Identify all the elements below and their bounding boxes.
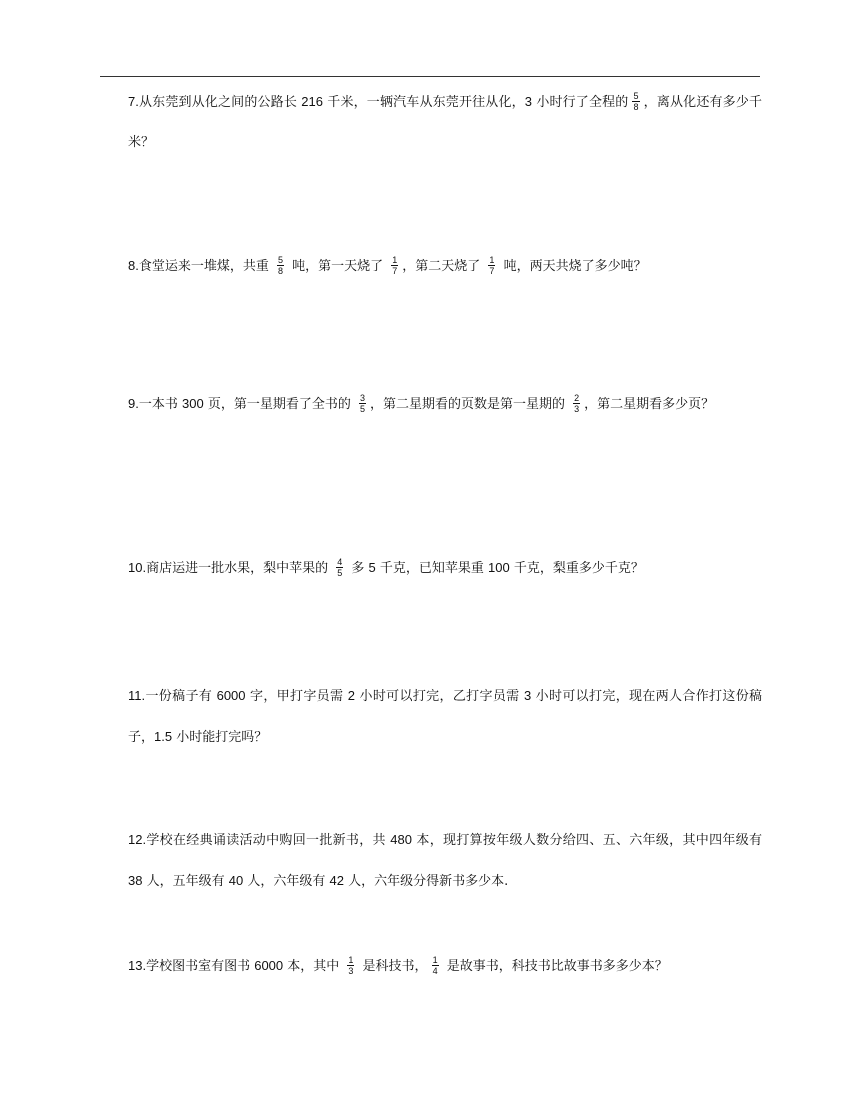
question-text: 多: [347, 561, 369, 576]
number-value: 3: [523, 688, 532, 703]
question-text: 一本书: [138, 397, 182, 412]
fraction: [488, 255, 495, 276]
question-text: 字，甲打字员需: [245, 689, 348, 704]
question-text: 小时可以打完，现在两人合作打这份稿子，: [128, 689, 763, 745]
fraction-denominator: 8: [633, 101, 639, 112]
question-text: 小时能打完吗？: [172, 730, 268, 745]
number-value: 5: [368, 560, 376, 575]
question-text: 学校在经典诵读活动中购回一批新书，共: [146, 833, 391, 848]
fraction-denominator: 7: [392, 265, 398, 276]
question-text: 人，六年级有: [243, 874, 330, 889]
fraction-numerator: 1: [392, 255, 398, 266]
question-text: 一份稿子有: [145, 689, 217, 704]
header-rule: [100, 76, 760, 77]
number-value: 100: [488, 560, 510, 575]
fraction: [432, 955, 439, 976]
number-value: 300: [181, 396, 204, 411]
fraction-numerator: 5: [633, 91, 639, 102]
fraction-denominator: 3: [348, 965, 354, 976]
number-value: 480: [390, 832, 412, 847]
number-value: 38: [128, 873, 143, 888]
question-number: 11.: [128, 688, 146, 703]
question-text: 是科技书，: [358, 959, 428, 974]
question-text: 人，六年级分得新书多少本.: [343, 874, 509, 889]
question-text: 本，现打算按年级人数分给四、五、六年级，其中四年级有: [411, 833, 762, 848]
question-text: 页，第一星期看了全书的: [203, 397, 355, 412]
fraction-numerator: 1: [432, 955, 438, 966]
question-7: [128, 82, 762, 163]
fraction-denominator: 3: [574, 403, 580, 414]
question-text: 小时可以打完，乙打字员需: [355, 689, 524, 704]
number-value: 40: [228, 873, 244, 888]
fraction-numerator: 1: [348, 955, 354, 966]
question-text: 吨，两天共烧了多少吨？: [499, 259, 647, 274]
fraction-numerator: 1: [489, 255, 495, 266]
question-text: 本，其中: [283, 959, 344, 974]
question-text: ，第二天烧了: [402, 259, 485, 274]
fraction-denominator: 5: [359, 403, 365, 414]
question-number: 8.: [128, 258, 139, 273]
fraction-numerator: 2: [574, 393, 580, 404]
question-text: 吨，第一天烧了: [288, 259, 388, 274]
question-text: 食堂运来一堆煤，共重: [138, 259, 273, 274]
question-text: ，第二星期看的页数是第一星期的: [369, 397, 570, 412]
question-13: [128, 946, 762, 987]
question-text: 千克，已知苹果重: [375, 561, 488, 576]
number-value: 6000: [254, 958, 284, 973]
question-11: [128, 676, 762, 758]
number-value: 2: [347, 688, 356, 703]
fraction: [632, 91, 639, 112]
fraction-numerator: 4: [337, 557, 343, 568]
fraction-denominator: 7: [489, 265, 495, 276]
question-text: 人，五年级有: [142, 874, 229, 889]
fraction: [573, 393, 580, 414]
fraction-denominator: 4: [432, 965, 438, 976]
fraction-denominator: 8: [277, 265, 283, 276]
fraction: [347, 955, 354, 976]
number-value: 216: [301, 94, 323, 109]
fraction: [277, 255, 284, 276]
fraction-numerator: 5: [277, 255, 283, 266]
number-value: 3: [524, 94, 533, 109]
number-value: 42: [329, 873, 344, 888]
fraction: [391, 255, 398, 276]
question-text: 千克，梨重多少千克？: [509, 561, 644, 576]
question-10: [128, 548, 762, 589]
fraction: [336, 557, 343, 578]
question-text: 小时行了全程的: [532, 95, 629, 110]
question-text: ，第二星期看多少页？: [584, 397, 715, 412]
question-number: 13.: [128, 958, 147, 973]
question-text: 是故事书，科技书比故事书多多少本？: [442, 959, 668, 974]
question-number: 9.: [128, 396, 139, 411]
question-text: 千米，一辆汽车从东莞开往从化，: [323, 95, 525, 110]
number-value: 1.5: [154, 729, 173, 744]
question-12: [128, 820, 762, 902]
question-text: 学校图书室有图书: [146, 959, 255, 974]
question-9: [128, 384, 762, 425]
question-number: 10.: [128, 560, 147, 575]
fraction: [359, 393, 366, 414]
question-8: [128, 246, 762, 287]
question-text: 从东莞到从化之间的公路长: [138, 95, 302, 110]
number-value: 6000: [216, 688, 246, 703]
question-number: 7.: [128, 94, 139, 109]
question-text: ，离从化还有多少千米？: [128, 95, 762, 150]
question-text: 商店运进一批水果，梨中苹果的: [146, 561, 333, 576]
question-number: 12.: [128, 832, 147, 847]
fraction-denominator: 5: [337, 567, 343, 578]
fraction-numerator: 3: [359, 393, 365, 404]
